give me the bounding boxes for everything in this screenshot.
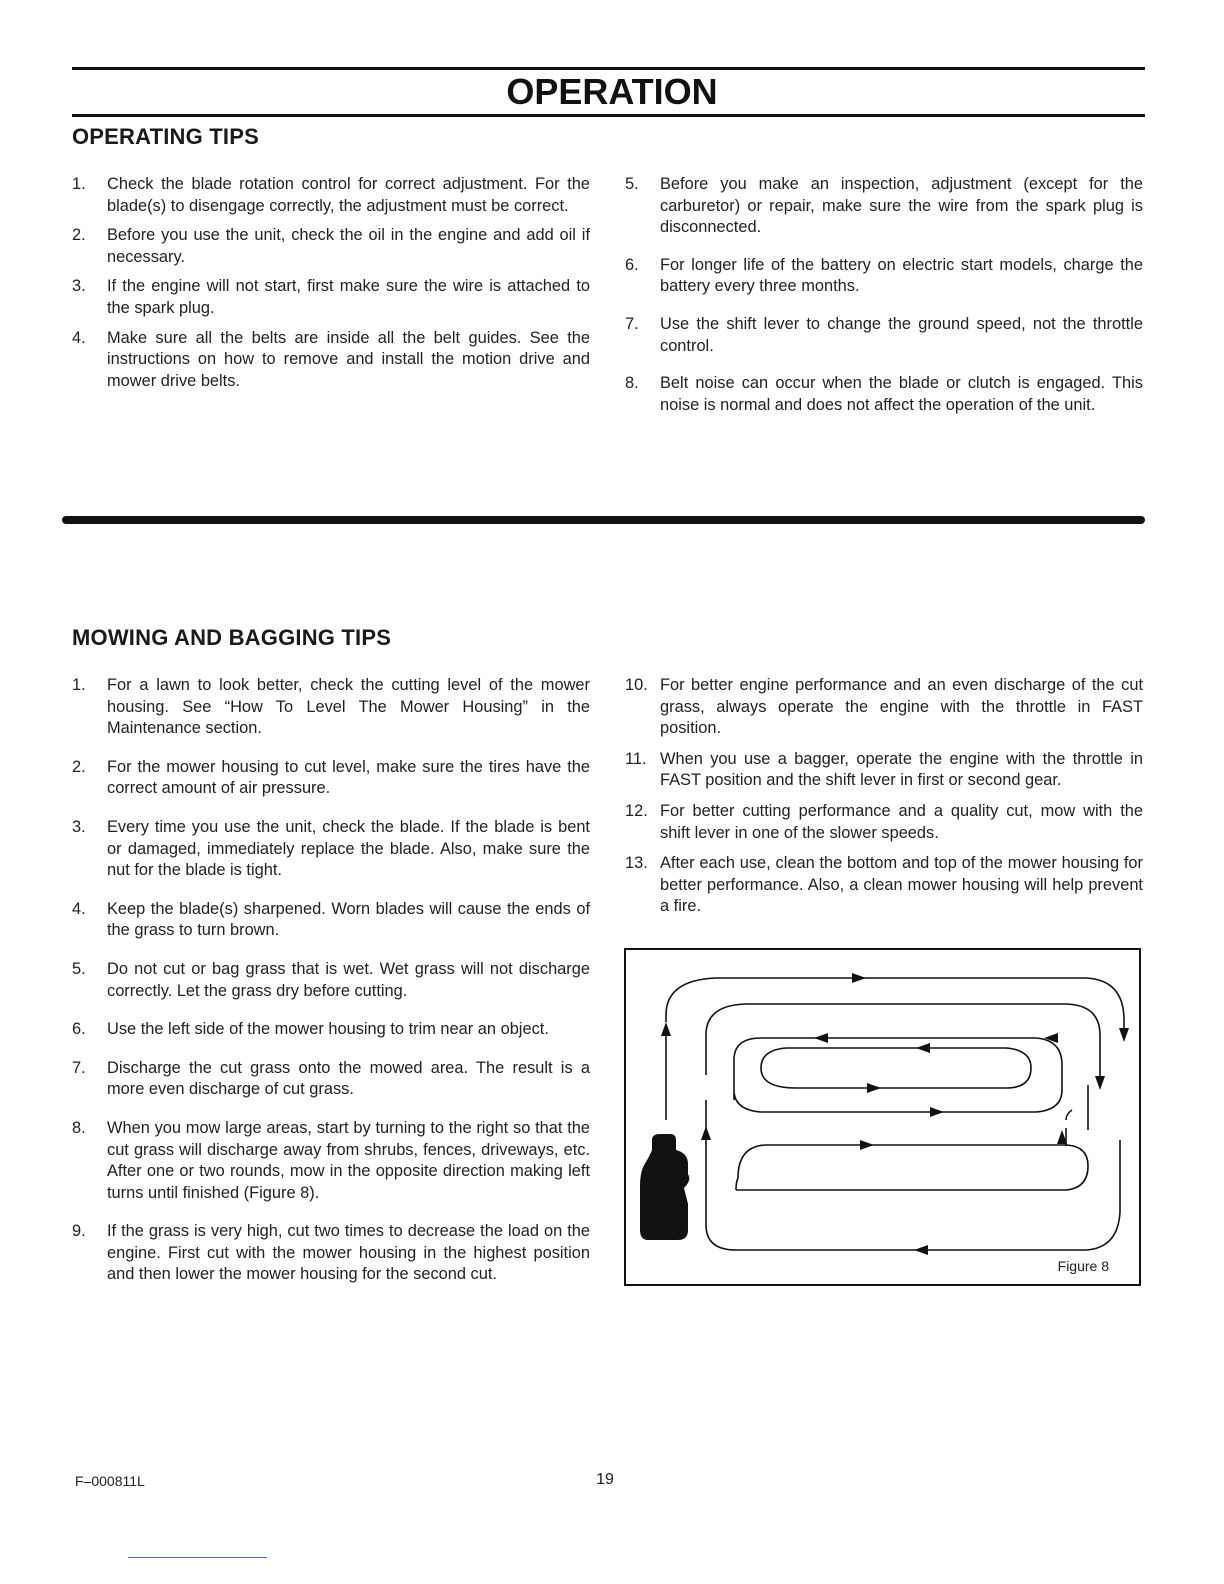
mowing-pattern-diagram-icon (626, 950, 1139, 1284)
item-text: For longer life of the battery on electric start models, charge the battery every three months. (660, 255, 1143, 296)
item-number: 2. (72, 226, 86, 245)
item-number: 4. (72, 899, 86, 918)
list-item (72, 328, 590, 393)
list-item (625, 853, 1143, 918)
item-number: 1. (72, 175, 86, 193)
list-item (72, 225, 590, 268)
item-text: For better cutting performance and a quality cut, mow with the shift lever in one of the slower speeds. (660, 801, 1143, 842)
list-item (625, 255, 1143, 298)
figure-caption: Figure 8 (1057, 1258, 1109, 1274)
list-item (625, 373, 1143, 416)
item-text: Discharge the cut grass onto the mowed area. The result is a more even discharge of cut grass. (107, 1058, 590, 1099)
item-number: 9. (72, 1222, 86, 1241)
list-item (625, 675, 1143, 740)
item-text: Belt noise can occur when the blade or clutch is engaged. This noise is normal and does not affect the operation of the unit. (660, 374, 1143, 414)
mowing-tips-list-left (72, 675, 590, 1303)
item-text: For the mower housing to cut level, make sure the tires have the correct amount of air pressure. (107, 757, 590, 798)
item-number: 7. (625, 314, 639, 333)
list-item (72, 1019, 590, 1041)
item-number: 1. (72, 676, 86, 694)
item-text: When you mow large areas, start by turning to the right so that the cut grass will discharge away from shrubs, fences, driveways, etc. After one or two rounds, mow in the opposite direction making left turns until finished (Figure 8). (107, 1118, 590, 1202)
item-text: Before you use the unit, check the oil in the engine and add oil if necessary. (107, 226, 590, 266)
item-number: 3. (72, 817, 86, 836)
list-item (72, 174, 590, 217)
item-number: 8. (625, 374, 639, 393)
item-text: When you use a bagger, operate the engine with the throttle in FAST position and the shift lever in first or second gear. (660, 749, 1143, 790)
item-number: 10. (625, 676, 648, 694)
item-text: If the engine will not start, first make sure the wire is attached to the spark plug. (107, 277, 590, 317)
item-text: If the grass is very high, cut two times to decrease the load on the engine. First cut with the mower housing in the highest position and then lower the mower housing for the second cut. (107, 1222, 590, 1284)
item-text: Use the shift lever to change the ground speed, not the throttle control. (660, 314, 1143, 355)
item-number: 7. (72, 1058, 86, 1077)
list-item (72, 1058, 590, 1101)
operating-tips-heading: OPERATING TIPS (72, 124, 259, 149)
list-item (625, 314, 1143, 357)
item-number: 3. (72, 277, 86, 296)
operating-tips-list-left (72, 174, 590, 400)
page-title: OPERATION (506, 71, 718, 112)
list-item (72, 959, 590, 1002)
item-text: Every time you use the unit, check the blade. If the blade is bent or damaged, immediately replace the blade. Also, make sure the nut for the blade is tight. (107, 817, 590, 880)
item-text: After each use, clean the bottom and top of the mower housing for better performance. Also, a clean mower housing will help prevent a fire. (660, 854, 1143, 916)
figure-8 (624, 948, 1141, 1286)
mowing-tips-heading: MOWING AND BAGGING TIPS (72, 625, 392, 650)
list-item (72, 675, 590, 740)
item-text: Make sure all the belts are inside all the belt guides. See the instructions on how to remove and install the motion drive and mower drive belts. (107, 328, 590, 390)
list-item (72, 276, 590, 319)
page-number: 19 (596, 1471, 614, 1488)
list-item (625, 749, 1143, 792)
item-number: 5. (72, 959, 86, 978)
item-text: For a lawn to look better, check the cutting level of the mower housing. See “How To Level The Mower Housing” in the Maintenance section. (107, 676, 590, 738)
item-text: For better engine performance and an even discharge of the cut grass, always operate the engine with the throttle in FAST position. (660, 676, 1143, 738)
item-number: 8. (72, 1118, 86, 1137)
item-text: Keep the blade(s) sharpened. Worn blades will cause the ends of the grass to turn brown. (107, 899, 590, 940)
item-number: 12. (625, 801, 648, 820)
item-text: Before you make an inspection, adjustment (except for the carburetor) or repair, make sure the wire from the spark plug is disconnected. (660, 175, 1143, 237)
item-number: 6. (72, 1020, 86, 1039)
list-item (625, 174, 1143, 239)
list-item (72, 757, 590, 800)
list-item (72, 1221, 590, 1286)
item-text: Check the blade rotation control for correct adjustment. For the blade(s) to disengage correctly, the adjustment must be correct. (107, 175, 590, 215)
list-item (72, 1118, 590, 1204)
list-item (72, 817, 590, 882)
bottom-underline (128, 1557, 267, 1558)
item-number: 2. (72, 757, 86, 776)
operating-tips-list-right (625, 174, 1143, 432)
item-number: 13. (625, 854, 648, 873)
section-divider (62, 516, 1145, 524)
item-number: 6. (625, 255, 639, 274)
title-rule (72, 114, 1145, 117)
mowing-tips-list-right (625, 675, 1143, 927)
item-text: Do not cut or bag grass that is wet. Wet grass will not discharge correctly. Let the grass dry before cutting. (107, 959, 590, 1000)
item-number: 4. (72, 328, 86, 347)
item-text: Use the left side of the mower housing to trim near an object. (107, 1020, 549, 1039)
item-number: 5. (625, 175, 639, 193)
list-item (72, 899, 590, 942)
list-item (625, 801, 1143, 844)
item-number: 11. (625, 749, 647, 768)
document-code: F–000811L (75, 1473, 145, 1489)
